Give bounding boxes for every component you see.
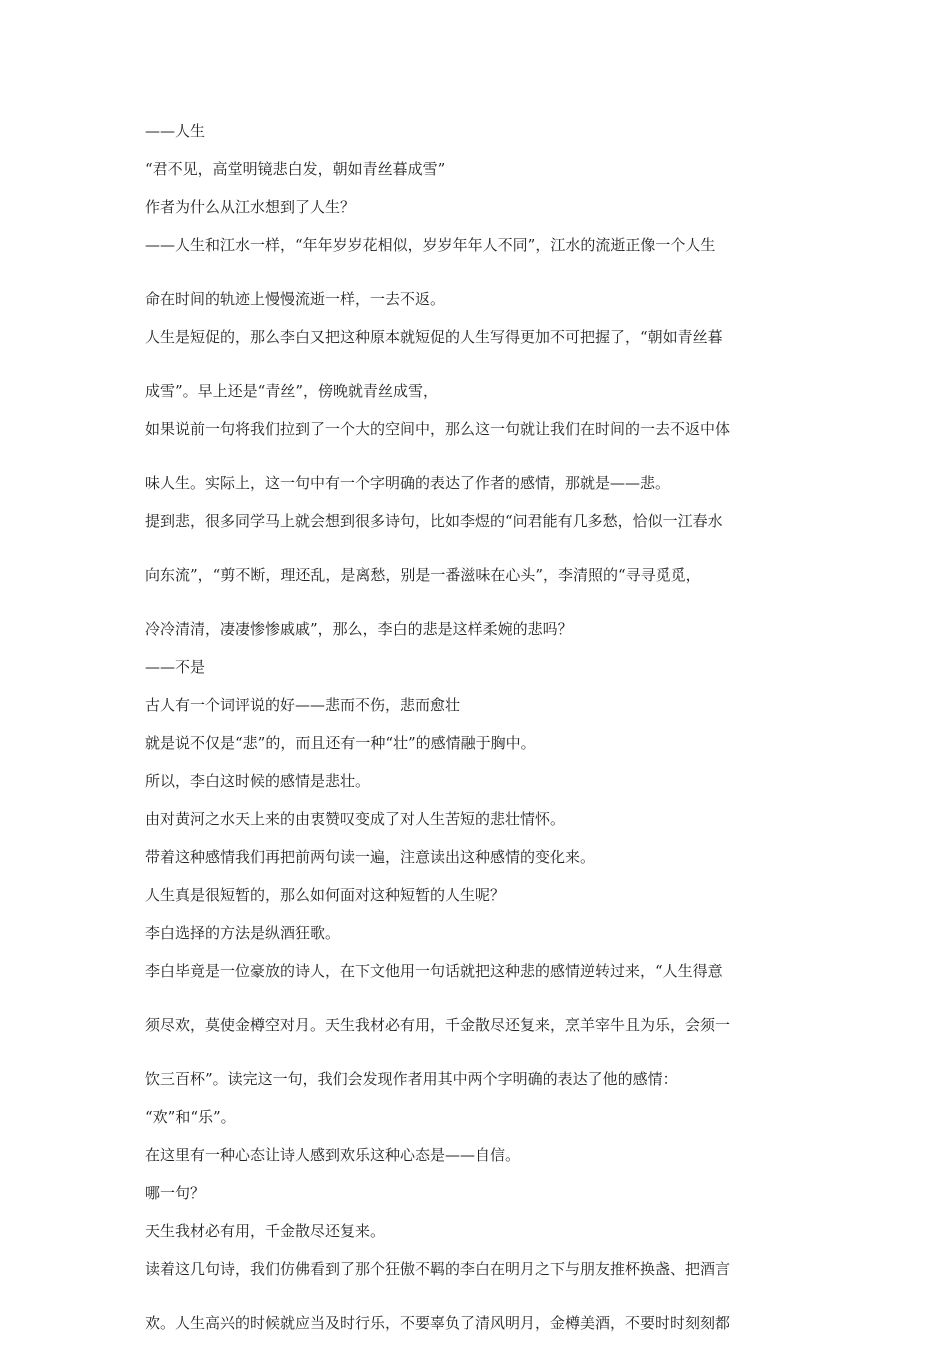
- text-line: 人生真是很短暂的，那么如何面对这种短暂的人生呢？: [145, 886, 506, 904]
- text-line: 由对黄河之水天上来的由衷赞叹变成了对人生苦短的悲壮情怀。: [145, 810, 566, 828]
- text-line: 在这里有一种心态让诗人感到欢乐这种心态是——自信。: [145, 1146, 521, 1164]
- text-line: 冷冷清清，凄凄惨惨戚戚”，那么，李白的悲是这样柔婉的悲吗？: [145, 620, 573, 638]
- text-line: 作者为什么从江水想到了人生？: [145, 198, 356, 216]
- text-line: 李白毕竟是一位豪放的诗人，在下文他用一句话就把这种悲的感情逆转过来，“人生得意: [145, 962, 723, 980]
- text-line: 哪一句？: [145, 1184, 206, 1202]
- text-line: “君不见，高堂明镜悲白发，朝如青丝暮成雪”: [145, 160, 446, 178]
- text-line: 成雪”。早上还是“青丝”，傍晚就青丝成雪，: [145, 382, 439, 400]
- text-line: 味人生。实际上，这一句中有一个字明确的表达了作者的感情，那就是——悲。: [145, 474, 671, 492]
- text-line: 饮三百杯”。读完这一句，我们会发现作者用其中两个字明确的表达了他的感情：: [145, 1070, 678, 1088]
- text-line: 如果说前一句将我们拉到了一个大的空间中，那么这一句就让我们在时间的一去不返中体: [145, 420, 731, 438]
- text-line: 就是说不仅是“悲”的，而且还有一种“壮”的感情融于胸中。: [145, 734, 536, 752]
- text-line: 天生我材必有用，千金散尽还复来。: [145, 1222, 386, 1240]
- text-line: “欢”和“乐”。: [145, 1108, 236, 1126]
- text-line: 所以，李白这时候的感情是悲壮。: [145, 772, 371, 790]
- text-line: 欢。人生高兴的时候就应当及时行乐，不要辜负了清风明月，金樽美酒，不要时时刻刻都: [145, 1314, 731, 1332]
- text-line: ——人生: [145, 122, 206, 140]
- text-line: 人生是短促的，那么李白又把这种原本就短促的人生写得更加不可把握了，“朝如青丝暮: [145, 328, 723, 346]
- text-line: 古人有一个词评说的好——悲而不伤，悲而愈壮: [145, 696, 461, 714]
- document-body: [145, 122, 810, 1352]
- text-line: 提到悲，很多同学马上就会想到很多诗句，比如李煜的“问君能有几多愁，恰似一江春水: [145, 512, 723, 530]
- text-line: ——不是: [145, 658, 206, 676]
- text-line: 李白选择的方法是纵酒狂歌。: [145, 924, 341, 942]
- text-line: 向东流”，“剪不断，理还乱，是离愁，别是一番滋味在心头”，李清照的“寻寻觅觅，: [145, 566, 701, 584]
- text-line: 读着这几句诗，我们仿佛看到了那个狂傲不羁的李白在明月之下与朋友推杯换盏、把酒言: [145, 1260, 731, 1278]
- text-line: 带着这种感情我们再把前两句读一遍，注意读出这种感情的变化来。: [145, 848, 596, 866]
- text-line: ——人生和江水一样，“年年岁岁花相似，岁岁年年人不同”，江水的流逝正像一个人生: [145, 236, 716, 254]
- text-line: 命在时间的轨迹上慢慢流逝一样，一去不返。: [145, 290, 446, 308]
- text-line: 须尽欢，莫使金樽空对月。天生我材必有用，千金散尽还复来，烹羊宰牛且为乐，会须一: [145, 1016, 731, 1034]
